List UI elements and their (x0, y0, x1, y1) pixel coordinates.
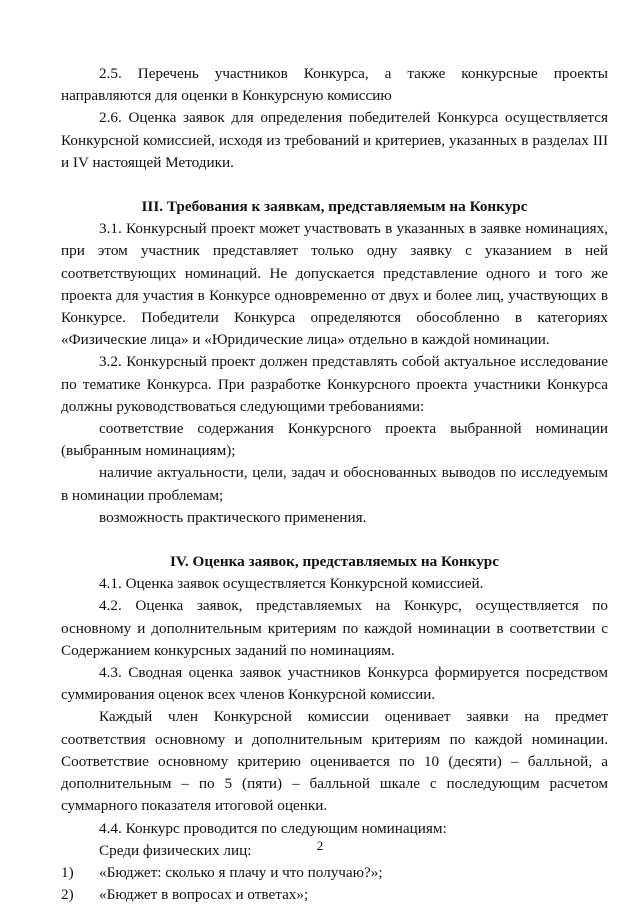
section-4-heading: IV. Оценка заявок, представляемых на Конкурс (170, 553, 499, 571)
paragraph-2-6: 2.6. Оценка заявок для определения победителей Конкурса осуществляется Конкурсной комиссией, исходя из требований и критериев, указанных в разделах III и IV настоящей Методики. (61, 109, 608, 171)
nomination-list-item (61, 884, 608, 906)
nomination-list-item (61, 862, 608, 884)
requirement-item: наличие актуальности, цели, задач и обоснованных выводов по исследуемым в номинации проблемам; (61, 464, 608, 504)
paragraph-4-3: 4.3. Сводная оценка заявок участников Конкурса формируется посредством суммирования оценок всех членов Конкурсной комиссии. (61, 664, 608, 704)
list-number: 2) (61, 886, 74, 904)
paragraph-evaluation: Каждый член Конкурсной комиссии оценивает заявки на предмет соответствия основному и дополнительным критериям по каждой номинации. Соответствие основному критерию оценивается по 10 (десяти) – балльной, а дополнительным – по 5 (пяти) – балльной шкале с последующим расчетом суммарного показателя итоговой оценки. (61, 708, 608, 815)
list-text: «Бюджет: сколько я плачу и что получаю?»; (99, 863, 383, 881)
paragraph-4-2: 4.2. Оценка заявок, представляемых на Конкурс, осуществляется по основному и дополнительным критериям по каждой номинации в соответствии с Содержанием конкурсных заданий по номинациям. (61, 597, 608, 659)
document-body (61, 63, 608, 906)
paragraph-4-1: 4.1. Оценка заявок осуществляется Конкурсной комиссией. (99, 575, 484, 593)
paragraph-2-5: 2.5. Перечень участников Конкурса, а также конкурсные проекты направляются для оценки в Конкурсную комиссию (61, 65, 608, 105)
section-3-heading: III. Требования к заявкам, представляемым на Конкурс (141, 198, 528, 216)
requirement-item: соответствие содержания Конкурсного проекта выбранной номинации (выбранным номинациям); (61, 420, 608, 460)
requirement-item: возможность практического применения. (99, 508, 367, 526)
list-number: 1) (61, 863, 74, 881)
list-text: «Бюджет в вопросах и ответах»; (99, 886, 309, 904)
nominations-category-label: Среди физических лиц: (99, 841, 252, 859)
paragraph-4-4: 4.4. Конкурс проводится по следующим номинациям: (99, 819, 447, 837)
page-number: 2 (316, 838, 324, 853)
paragraph-3-2: 3.2. Конкурсный проект должен представлять собой актуальное исследование по тематике Конкурса. При разработке Конкурсного проекта участники Конкурса должны руководствоваться следующими требованиями: (61, 353, 608, 415)
paragraph-3-1: 3.1. Конкурсный проект может участвовать в указанных в заявке номинациях, при этом участник представляет только одну заявку с указанием в ней соответствующих номинаций. Не допускается представление одного и того же проекта для участия в Конкурсе одновременно от двух и более лиц, участвующих в Конкурсе. Победители Конкурса определяются обособленно в категориях «Физические лица» и «Юридические лица» отдельно в каждой номинации. (61, 220, 608, 349)
